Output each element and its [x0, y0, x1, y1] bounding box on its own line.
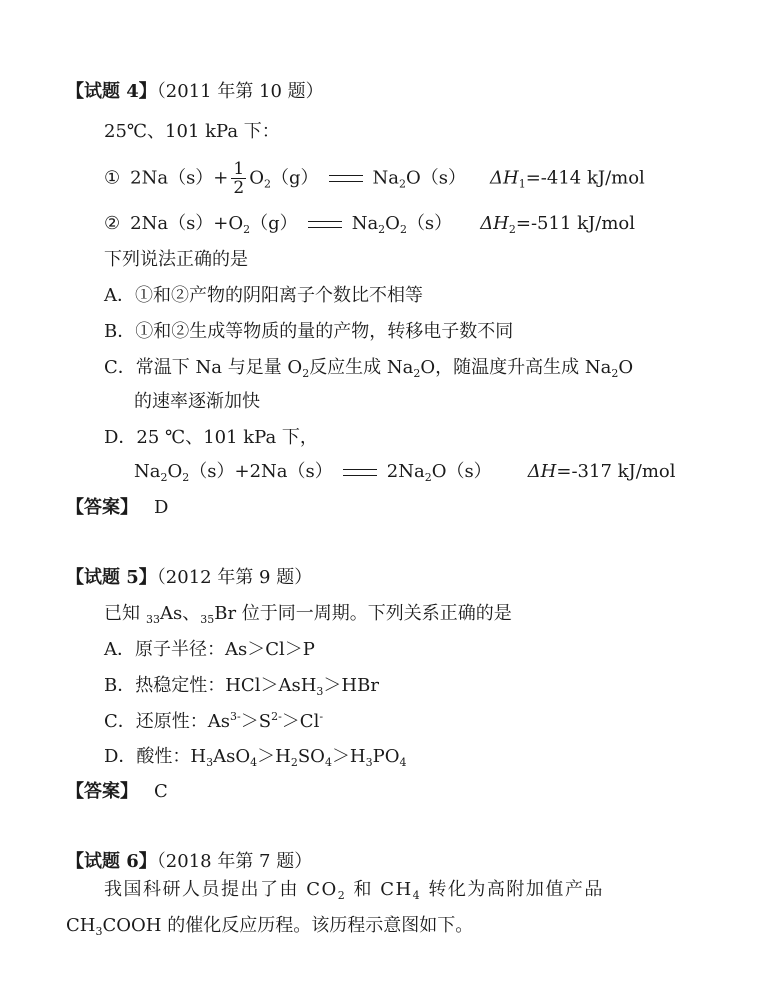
q4-option-d: D．25 ℃、101 kPa 下， [104, 427, 318, 448]
q4-title [66, 80, 324, 104]
equals-sign [343, 469, 377, 476]
q4-option-c: C．常温下 Na 与足量 $O_2$反应生成 $Na_2O$，随温度升高生成 $Na_2O$ [104, 357, 634, 380]
q4-equation-2: ② $2Na(s)+O_2(g)$ $Na_2O_2(s)$ $\Delta H_2=-511$ kJ/mol [104, 213, 635, 236]
q5-header: 【试题 5】 [66, 567, 157, 588]
q5-stem: 已知 $_{33}$As、$_{35}$Br 位于同一周期。下列关系正确的是 [104, 603, 512, 626]
q5-source: （2012 年第 9 题） [156, 567, 313, 588]
q6-stem-line-2: $CH_3COOH$ 的催化反应历程。该历程示意图如下。 [66, 915, 474, 938]
q5-option-a: A．原子半径：As＞Cl＞P [104, 639, 315, 660]
q6-header: 【试题 6】 [66, 851, 157, 872]
q5-option-b: B．热稳定性：HCl＞AsH$_3$＞HBr [104, 675, 379, 698]
q5-option-d: D．酸性：$H_3AsO_4>H_2SO_4>H_3PO_4$ [104, 746, 407, 769]
q4-option-d-equation: $Na_2O_2(s)+2Na(s)$ $2Na_2O(s)$ ΔH=-317 kJ/mol [134, 461, 676, 484]
q4-condition: 25℃、101 kPa 下： [104, 121, 280, 142]
q6-title [66, 850, 312, 874]
one-half-fraction: $\frac{1}{2}$ [233, 159, 245, 198]
q6-source: （2018 年第 7 题） [156, 851, 313, 872]
q4-option-c-cont: 的速率逐渐加快 [134, 391, 260, 412]
q6-stem-line-1: 我国科研人员提出了由 $CO_2$ 和 $CH_4$ 转化为高附加值产品 [104, 879, 604, 902]
q5-option-c: C．还原性：$As^{3-}>S^{2-}>Cl^-$ [104, 710, 324, 732]
q4-question: 下列说法正确的是 [104, 249, 248, 270]
q5-answer-value: C [154, 781, 168, 802]
q4-answer: 【答案】 D [66, 497, 169, 518]
q4-option-b: B．①和②生成等物质的量的产物，转移电子数不同 [104, 321, 514, 342]
q4-option-a: A．①和②产物的阴阳离子个数比不相等 [104, 285, 423, 306]
equals-sign [308, 221, 342, 228]
q4-equation-1: ① 2Na（s）+ $\frac{1}{2}$ $O_2(g)$ $Na_2O(s)$ $\Delta H_1=-414$ kJ/mol [104, 159, 645, 198]
q4-header: 【试题 4】 [66, 81, 157, 102]
q5-title [66, 566, 312, 590]
q5-answer: 【答案】 C [66, 781, 168, 802]
q4-answer-value: D [154, 497, 169, 518]
q4-source: （2011 年第 10 题） [156, 81, 324, 102]
equals-sign [329, 175, 363, 182]
